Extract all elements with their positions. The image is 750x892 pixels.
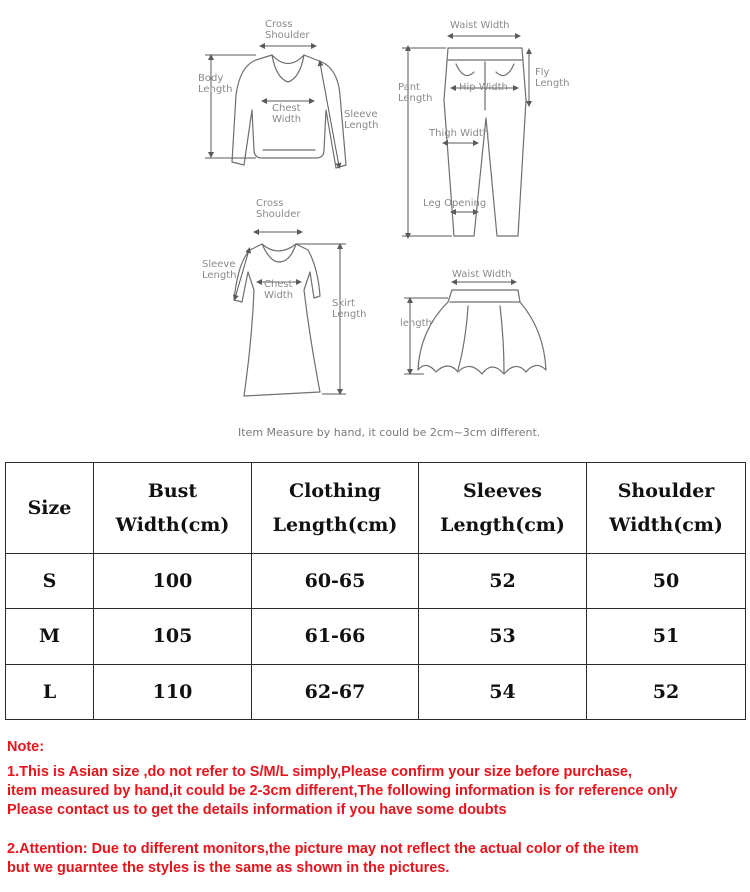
cell-shoulder-width: 52 — [587, 664, 746, 719]
sweater-chest-width-label-2: Width — [272, 114, 302, 125]
notes-title: Note: — [7, 739, 45, 755]
measure-caption: Item Measure by hand, it could be 2cm~3cm different. — [238, 426, 541, 439]
dress-cross-shoulder-label-2: Shoulder — [256, 209, 301, 220]
sweater-cross-shoulder-label-2: Shoulder — [265, 30, 310, 41]
pants-hip-width-label: Hip Width — [459, 82, 508, 93]
cell-bust: 105 — [94, 609, 252, 664]
pants-fly-length-label-1: Fly — [535, 67, 550, 78]
note-2-line-1: 2.Attention: Due to different monitors,the picture may not reflect the actual color of the item — [7, 841, 639, 857]
cell-size: S — [6, 554, 94, 609]
cell-sleeves-length: 54 — [419, 664, 587, 719]
sweater-body-length-label-1: Body — [198, 73, 224, 84]
header-clothing-length: Clothing Length(cm) — [252, 463, 419, 554]
header-shoulder-width: Shoulder Width(cm) — [587, 463, 746, 554]
dress-cross-shoulder-label-1: Cross — [256, 198, 284, 209]
cell-shoulder-width: 51 — [587, 609, 746, 664]
dress-sleeve-length-label-2: Length — [202, 270, 237, 281]
pants-diagram — [398, 20, 570, 236]
table-row — [6, 609, 746, 664]
header-sleeves-length: Sleeves Length(cm) — [419, 463, 587, 554]
cell-bust: 100 — [94, 554, 252, 609]
cell-shoulder-width: 50 — [587, 554, 746, 609]
pants-pant-length-label-1: Pant — [398, 82, 420, 93]
note-1-line-2: item measured by hand,it could be 2-3cm different,The following information is for reference only — [7, 783, 678, 799]
sweater-diagram — [198, 19, 379, 168]
sweater-sleeve-length-label-2: Length — [344, 120, 379, 131]
cell-clothing-length: 60-65 — [252, 554, 419, 609]
size-table-header-row — [6, 463, 746, 554]
dress-chest-width-label-2: Width — [264, 290, 294, 301]
header-bust-width: Bust Width(cm) — [94, 463, 252, 554]
note-2-line-2: but we guarntee the styles is the same as shown in the pictures. — [7, 860, 450, 876]
table-row — [6, 554, 746, 609]
size-table — [5, 462, 746, 720]
notes-section — [7, 738, 747, 878]
pants-fly-length-label-2: Length — [535, 78, 570, 89]
sweater-body-length-label-2: Length — [198, 84, 233, 95]
cell-clothing-length: 62-67 — [252, 664, 419, 719]
dress-sleeve-length-label-1: Sleeve — [202, 259, 236, 270]
cell-sleeves-length: 53 — [419, 609, 587, 664]
table-row — [6, 664, 746, 719]
note-1-line-1: 1.This is Asian size ,do not refer to S/M/L simply,Please confirm your size before purchase, — [7, 764, 633, 780]
cell-size: L — [6, 664, 94, 719]
cell-size: M — [6, 609, 94, 664]
pants-leg-opening-label: Leg Opening — [423, 198, 487, 209]
pants-pant-length-label-2: Length — [398, 93, 433, 104]
sweater-sleeve-length-label-1: Sleeve — [344, 109, 378, 120]
cell-clothing-length: 61-66 — [252, 609, 419, 664]
pants-waist-width-label: Waist Width — [450, 20, 510, 31]
sweater-cross-shoulder-label-1: Cross — [265, 19, 293, 30]
pants-thigh-width-label: Thigh Width — [429, 128, 490, 139]
dress-diagram — [202, 198, 367, 396]
cell-bust: 110 — [94, 664, 252, 719]
skirt-diagram — [400, 269, 546, 374]
cell-sleeves-length: 52 — [419, 554, 587, 609]
skirt-length-label: length — [400, 318, 432, 329]
dress-chest-width-label-1: Chest — [264, 279, 293, 290]
dress-skirt-length-label-1: Skirt — [332, 298, 355, 309]
sweater-chest-width-label-1: Chest — [272, 103, 301, 114]
skirt-waist-width-label: Waist Width — [452, 269, 512, 280]
note-1-line-3: Please contact us to get the details information if you have some doubts — [7, 802, 507, 818]
header-size: Size — [6, 463, 94, 554]
dress-skirt-length-label-2: Length — [332, 309, 367, 320]
dress-outline — [234, 244, 320, 396]
